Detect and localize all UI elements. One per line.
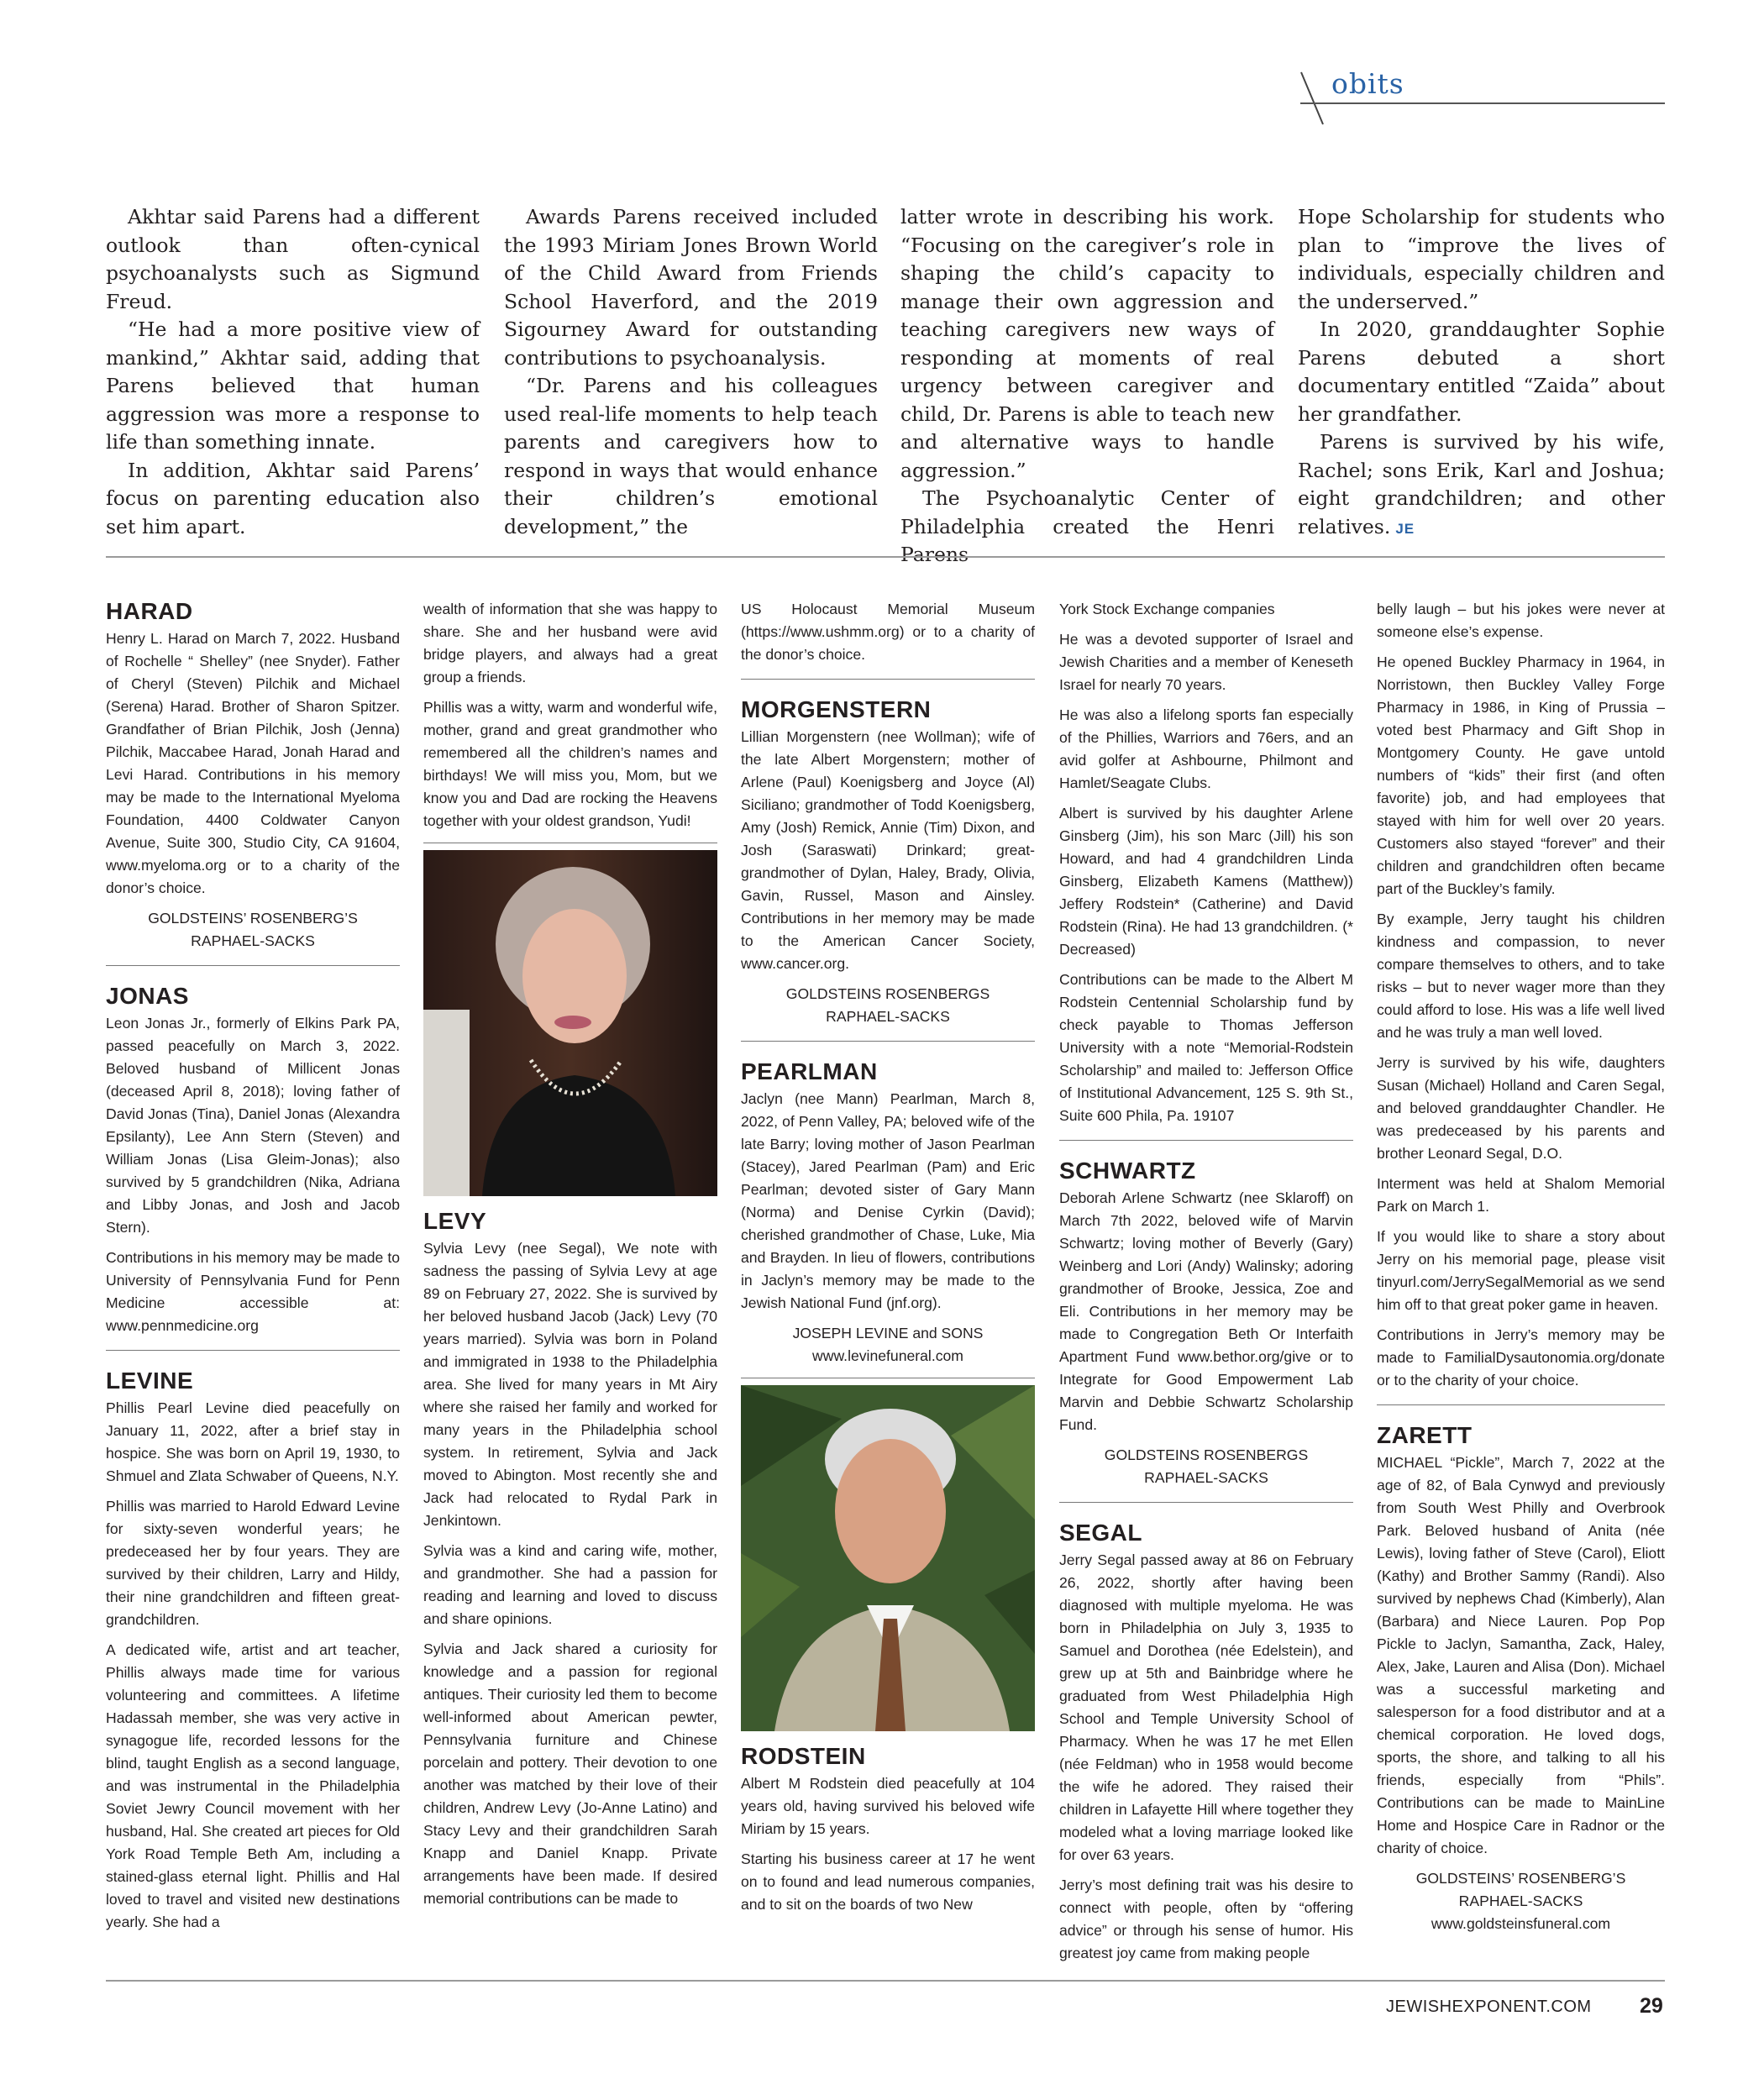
levy-portrait-image: [423, 850, 717, 1196]
article-column-1: [106, 203, 480, 541]
obit-paragraph: Deborah Arlene Schwartz (nee Sklaroff) on March 7th 2022, beloved wife of Marvin Schwartz; loving mother of Beverly (Gary) Weinberg and Lori (Andy) Walinsky; adoring grandmother of Brooke, Jessica, Zoe and Eli. Contributions in her memory may be made to Congregation Beth Or Interfaith Apartment Fund www.bethor.org/give or to Integrate for Good Empowerment Lab Marvin and Debbie Schwartz Scholarship Fund.: [1059, 1189, 1353, 1433]
funeral-home-signature: [1377, 1867, 1665, 1935]
obit-paragraph: Sylvia was a kind and caring wife, mother, and grandmother. She had a passion for reading and learning and loved to discuss and share opinions.: [423, 1542, 717, 1627]
signature-line: RAPHAEL-SACKS: [1144, 1469, 1268, 1486]
obit-name: ZARETT: [1377, 1422, 1473, 1448]
obit-column-1: [106, 598, 400, 1941]
section-slash-icon: [1298, 71, 1328, 126]
obit-paragraph: He was also a lifelong sports fan especially of the Phillies, Warriors and 76ers, and an avid golfer at Ashbourne, Philmont and Hamlet/Seagate Clubs.: [1059, 706, 1353, 791]
article-paragraph: Awards Parens received included the 1993 Miriam Jones Brown World of the Child Award from Friends School Haverford, and the 2019 Sigourney Award for outstanding contributions to psychoanalysis.: [504, 205, 878, 370]
article-paragraph: Akhtar said Parens had a different outlook than often-cynical psychoanalysts such as Sigmund Freud.: [106, 205, 480, 313]
obit-paragraph: Albert M Rodstein died peacefully at 104 years old, having survived his beloved wife Miriam by 15 years.: [741, 1775, 1035, 1837]
article-paragraph: “Dr. Parens and his colleagues used real-life moments to help teach parents and caregivers how to respond in ways that would enhance their children’s emotional development,” the: [504, 374, 878, 538]
article-column-4: [1298, 203, 1665, 543]
funeral-home-signature: [106, 907, 400, 953]
obit-paragraph: Sylvia Levy (nee Segal), We note with sadness the passing of Sylvia Levy at age 89 on February 27, 2022. She is survived by her beloved husband Jacob (Jack) Levy (70 years married). Sylvia was born in Poland and immigrated in 1938 to the Philadelphia area. She lived for many years in Mt Airy where she raised her family and worked for many years in the Philadelphia school system. In retirement, Sylvia and Jack moved to Abington. Most recently she and Jack had relocated to Rydal Park in Jenkintown.: [423, 1240, 717, 1529]
article-column-2: [504, 203, 878, 541]
obit-name: HARAD: [106, 598, 193, 624]
levy-portrait-photo: [423, 850, 717, 1196]
obit-paragraph: Phillis Pearl Levine died peacefully on January 11, 2022, after a brief stay in hospice. She was born on April 19, 1930, to Shmuel and Zlata Schwaber of Queens, N.Y.: [106, 1399, 400, 1484]
obit-column-5: [1377, 598, 1665, 1943]
obit-name: SEGAL: [1059, 1520, 1142, 1546]
signature-line: RAPHAEL-SACKS: [826, 1008, 950, 1025]
obit-paragraph: US Holocaust Memorial Museum (https://www.ushmm.org) or to a charity of the donor’s choice.: [741, 601, 1035, 663]
obit-paragraph: Henry L. Harad on March 7, 2022. Husband of Rochelle “ Shelley” (nee Snyder). Father of Cheryl (Steven) Pilchik and Michael (Serena) Harad. Brother of Sharon Spitzer. Grandfather of Brian Pilchik, Josh (Jenna) Pilchik, Maccabee Harad, Jonah Harad and Levi Harad. Contributions in his memory may be made to the International Myeloma Foundation, 4400 Coldwater Canyon Avenue, Suite 300, Studio City, CA 91604, www.myeloma.org or to a charity of the donor’s choice.: [106, 630, 400, 896]
obit-paragraph: Starting his business career at 17 he went on to found and lead numerous companies, and to sit on the boards of two New: [741, 1851, 1035, 1913]
obit-paragraph: Interment was held at Shalom Memorial Park on March 1.: [1377, 1175, 1665, 1215]
obit-name: JONAS: [106, 983, 189, 1009]
obit-name: SCHWARTZ: [1059, 1158, 1196, 1184]
obit-name: LEVINE: [106, 1368, 194, 1394]
footer-site: JEWISHEXPONENT.COM: [1386, 1998, 1592, 2016]
signature-line: GOLDSTEINS’ ROSENBERG’S: [148, 910, 358, 927]
obit-divider: [1059, 1502, 1353, 1503]
obit-name: RODSTEIN: [741, 1743, 866, 1769]
obit-paragraph: Leon Jonas Jr., formerly of Elkins Park PA, passed peacefully on March 3, 2022. Beloved husband of Millicent Jonas (deceased April 8, 2018); loving father of David Jonas (Tina), Daniel Jonas (Alexandra Epsilanty), Lee Ann Stern (Steven) and William Jonas (Lisa Gleim-Jonas); also survived by 5 grandchildren (Nika, Adriana and Libby Jonas, and Josh and Jacob Stern).: [106, 1015, 400, 1236]
obit-paragraph: If you would like to share a story about Jerry on his memorial page, please visit tinyurl.com/JerrySegalMemorial as we send him off to that great poker game in heaven.: [1377, 1228, 1665, 1313]
obit-paragraph: Jerry’s most defining trait was his desire to connect with people, often by “offering advice” or through his sense of humor. His greatest joy came from making people: [1059, 1877, 1353, 1961]
obit-paragraph: Jerry Segal passed away at 86 on February 26, 2022, shortly after having been diagnosed with multiple myeloma. He was born in Philadelphia on July 3, 1935 to Samuel and Dorothea (née Edelstein), and grew up at 5th and Bainbridge where he graduated from West Philadelphia High School and Temple University School of Pharmacy. When he was 17 he met Ellen (née Feldman) who in 1958 would become the wife he adored. They raised their children in Lafayette Hill where together they modeled what a loving marriage looked like for over 63 years.: [1059, 1551, 1353, 1863]
rodstein-portrait-image: [741, 1385, 1035, 1731]
obit-paragraph: MICHAEL “Pickle”, March 7, 2022 at the age of 82, of Bala Cynwyd and previously from South West Philly and Overbrook Park. Beloved husband of Anita (née Lewis), loving father of Steve (Carol), Eliott (Kathy) and Brother Sammy (Randi). Also survived by nephews Chad (Kimberly), Alan (Barbara) and Niece Lauren. Pop Pop Pickle to Jaclyn, Samantha, Zack, Haley, Alex, Jake, Lauren and Alisa (Don). Michael was a successful marketing and salesperson for a food distributor and at a chemical corporation. He loved dogs, sports, the shore, and talking to all his friends, especially from “Phils”. Contributions can be made to MainLine Home and Hospice Care in Radnor or the charity of choice.: [1377, 1454, 1665, 1856]
obit-paragraph: Contributions in his memory may be made to University of Pennsylvania Fund for Penn Medicine accessible at: www.pennmedicine.org: [106, 1249, 400, 1334]
obit-paragraph: Phillis was married to Harold Edward Levine for sixty-seven wonderful years; he predeceased her by four years. They are survived by their children, Larry and Hildy, their nine grandchildren and fifteen great-grandchildren.: [106, 1498, 400, 1628]
obit-paragraph: Sylvia and Jack shared a curiosity for knowledge and a passion for regional antiques. Their curiosity led them to become well-informed about American pewter, Pennsylvania furniture and Chinese porcelain and pottery. Their devotion to one another was matched by their love of their children, Andrew Levy (Jo-Anne Latino) and Stacy Levy and their grandchildren Sarah Knapp and Daniel Knapp. Private arrangements have been made. If desired memorial contributions can be made to: [423, 1641, 717, 1907]
obit-paragraph: By example, Jerry taught his children kindness and compassion, to never compare themselves to others, and to take risks – but to never wager more than they could afford to lose. His was a life well lived and he was truly a man well loved.: [1377, 911, 1665, 1041]
obit-divider: [741, 679, 1035, 680]
obit-divider: [1377, 1404, 1665, 1405]
signature-line: RAPHAEL-SACKS: [191, 932, 315, 949]
funeral-home-signature: [741, 1322, 1035, 1368]
funeral-home-signature: [741, 983, 1035, 1028]
article-paragraph: In addition, Akhtar said Parens’ focus on parenting education also set him apart.: [106, 458, 480, 538]
signature-line: GOLDSTEINS ROSENBERGS: [1104, 1446, 1309, 1463]
obit-divider: [1059, 1140, 1353, 1141]
obit-name: PEARLMAN: [741, 1058, 878, 1084]
funeral-home-signature: [1059, 1444, 1353, 1489]
obit-paragraph: belly laugh – but his jokes were never at someone else’s expense.: [1377, 601, 1665, 640]
article-signoff: JE: [1395, 520, 1415, 537]
article-paragraph: In 2020, granddaughter Sophie Parens debuted a short documentary entitled “Zaida” about her grandfather.: [1298, 318, 1665, 426]
section-label: obits: [1331, 67, 1404, 100]
article-paragraph: Hope Scholarship for students who plan to “improve the lives of individuals, especially children and the underserved.”: [1298, 205, 1665, 313]
obit-column-4: [1059, 598, 1353, 1972]
funeral-home-website: www.goldsteinsfuneral.com: [1431, 1915, 1611, 1932]
signature-line: GOLDSTEINS’ ROSENBERG’S: [1415, 1870, 1626, 1887]
obit-divider: [741, 1041, 1035, 1042]
obit-paragraph: Jerry is survived by his wife, daughters Susan (Michael) Holland and Caren Segal, and beloved granddaughter Chandler. He was predeceased by his parents and brother Leonard Segal, D.O.: [1377, 1054, 1665, 1162]
article-paragraph: “He had a more positive view of mankind,” Akhtar said, adding that Parens believed that human aggression was more a response to life than something innate.: [106, 318, 480, 454]
signature-line: GOLDSTEINS ROSENBERGS: [785, 985, 990, 1002]
obit-paragraph: A dedicated wife, artist and art teacher, Phillis always made time for various volunteering and committees. A lifetime Hadassah member, she was very active in synagogue life, recorded lessons for the blind, taught English as a second language, and was instrumental in the Philadelphia Soviet Jewry Council movement with her husband, Hal. She created art pieces for Old York Road Temple Beth Am, including a stained-glass eternal light. Phillis and Hal loved to travel and visited new destinations yearly. She had a: [106, 1641, 400, 1930]
obit-paragraph: Lillian Morgenstern (nee Wollman); wife of the late Albert Morgenstern; mother of Arlene (Paul) Koenigsberg and Joyce (Al) Siciliano; grandmother of Todd Koenigsberg, Amy (Josh) Remick, Annie (Tim) Dixon, and Josh (Saraswati) Drinkard; great-grandmother of Dylan, Haley, Brady, Olivia, Gavin, Russel, Mason and Ainsley. Contributions in her memory may be made to the American Cancer Society, www.cancer.org.: [741, 728, 1035, 972]
obit-paragraph: Albert is survived by his daughter Arlene Ginsberg (Jim), his son Marc (Jill) his son Howard, and had 4 grandchildren Linda Ginsberg, Elizabeth Kamens (Matthew)) Jeffery Rodstein* (Catherine) and David Rodstein (Rina). He had 13 grandchildren. (* Decreased): [1059, 805, 1353, 958]
obit-column-2: [423, 598, 717, 1918]
obit-paragraph: Contributions can be made to the Albert M Rodstein Centennial Scholarship fund by check payable to Thomas Jefferson University with a note “Memorial-Rodstein Scholarship” and mailed to: Jefferson Office of Institutional Advancement, 125 S. 9th St., Suite 600 Phila, Pa. 19107: [1059, 971, 1353, 1124]
article-paragraph-text: Parens is survived by his wife, Rachel; sons Erik, Karl and Joshua; eight grandchildren; and other relatives.: [1298, 430, 1665, 538]
footer-rule: [106, 1980, 1665, 1982]
obit-paragraph: Phillis was a witty, warm and wonderful wife, mother, grand and great grandmother who remembered all the children’s names and birthdays! We will miss you, Mom, but we know you and Dad are rocking the Heavens together with your oldest grandson, Yudi!: [423, 699, 717, 829]
article-column-3: [900, 203, 1274, 570]
obit-name: MORGENSTERN: [741, 696, 932, 722]
obit-divider: [106, 1350, 400, 1351]
obit-paragraph: wealth of information that she was happy to share. She and her husband were avid bridge players, and always had a great group a friends.: [423, 601, 717, 685]
article-paragraph: The Psychoanalytic Center of Philadelphia created the Henri Parens: [900, 486, 1274, 566]
header-rule: [1300, 102, 1665, 104]
obit-paragraph: Jaclyn (nee Mann) Pearlman, March 8, 2022, of Penn Valley, PA; beloved wife of the late Barry; loving mother of Jason Pearlman (Stacey), Jared Pearlman (Pam) and Eric Pearlman; devoted sister of Gary Mann (Norma) and Denise Cyrkin (David); cherished grandmother of Chase, Luke, Mia and Brayden. In lieu of flowers, contributions in Jaclyn’s memory may be made to the Jewish National Fund (jnf.org).: [741, 1090, 1035, 1311]
section-divider: [106, 556, 1665, 558]
signature-line: RAPHAEL-SACKS: [1458, 1893, 1583, 1909]
obit-divider: [106, 965, 400, 966]
obit-column-3: [741, 598, 1035, 1924]
signature-line: JOSEPH LEVINE and SONS: [792, 1325, 984, 1341]
obit-paragraph: He was a devoted supporter of Israel and Jewish Charities and a member of Keneseth Israel for nearly 70 years.: [1059, 631, 1353, 693]
obit-paragraph: York Stock Exchange companies: [1059, 601, 1275, 617]
article-paragraph: [1298, 428, 1665, 543]
signature-line: www.levinefuneral.com: [812, 1347, 963, 1364]
article-paragraph: latter wrote in describing his work. “Focusing on the caregiver’s role in shaping the child’s capacity to manage their own aggression and teaching caregivers new ways of responding at moments of real urgency between caregiver and child, Dr. Parens is able to teach new and alternative ways to handle aggression.”: [900, 205, 1274, 482]
rodstein-portrait-photo: [741, 1385, 1035, 1731]
obit-paragraph: Contributions in Jerry’s memory may be made to FamilialDysautonomia.org/donate or to the charity of your choice.: [1377, 1326, 1665, 1389]
page-number: 29: [1640, 1994, 1663, 2018]
obit-name: LEVY: [423, 1208, 487, 1234]
obit-paragraph: He opened Buckley Pharmacy in 1964, in Norristown, then Buckley Valley Forge Pharmacy in 1986, in King of Prussia – voted best Pharmacy and Gift Shop in Montgomery County. He gave untold numbers of “kids” their first (and often favorite) job, and had employees that stayed with him for well over 20 years. Customers also stayed “forever” and their children and grandchildren often became part of the Buckley’s family.: [1377, 654, 1665, 897]
